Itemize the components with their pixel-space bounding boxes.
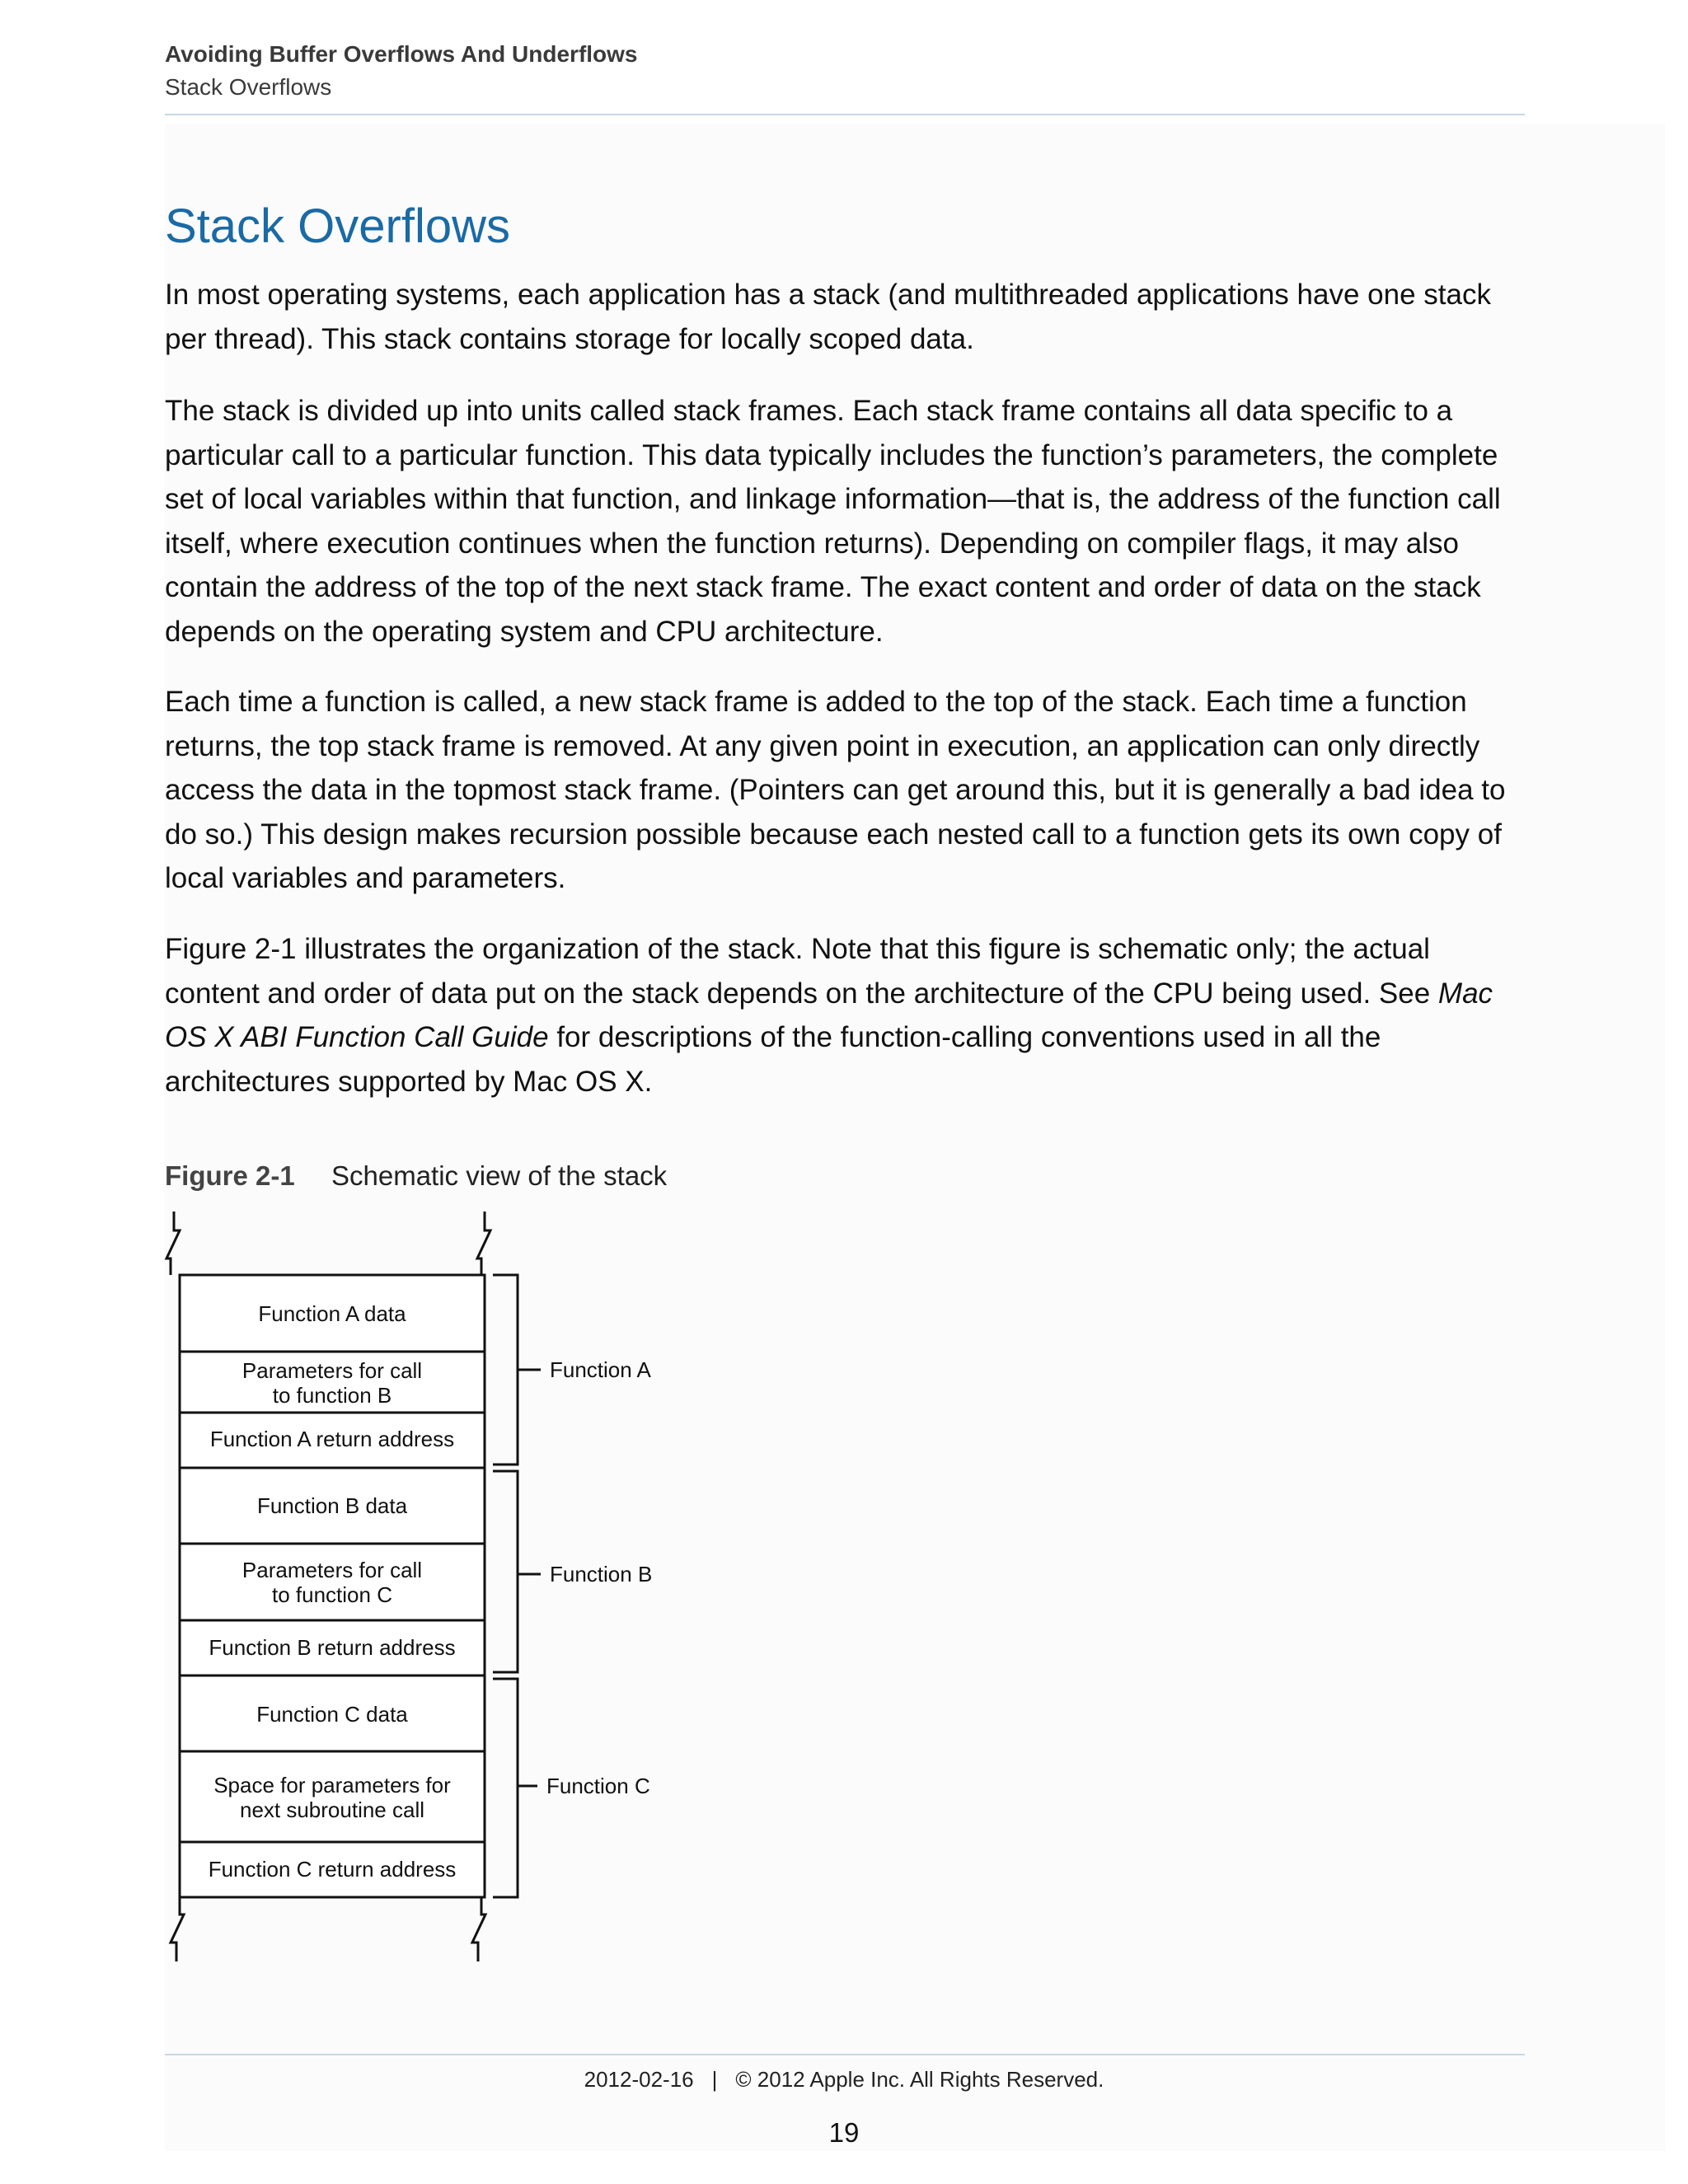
figure-caption (165, 1157, 667, 1195)
bracket-label-function-a: Function A (550, 1357, 651, 1382)
cell-function-c-return: Function C return address (208, 1857, 457, 1882)
bracket-function-a (493, 1275, 518, 1465)
cell-function-c-params-line2: next subroutine call (239, 1797, 425, 1822)
stack-break-top (166, 1212, 490, 1275)
frame-brackets (493, 1275, 541, 1897)
bracket-function-b (493, 1471, 518, 1672)
abi-guide-link[interactable]: Mac OS X ABI Function Call Guide (165, 977, 1493, 1053)
page-title: Stack Overflows (165, 199, 510, 253)
footer-copyright: © 2012 Apple Inc. All Rights Reserved. (735, 2067, 1104, 2092)
cell-function-a-data: Function A data (258, 1301, 406, 1326)
cell-function-a-params-line2: to function B (272, 1383, 392, 1408)
header-divider (165, 114, 1525, 115)
bracket-function-c (493, 1679, 518, 1897)
footer-divider (165, 2054, 1525, 2055)
stack-diagram (157, 1207, 734, 1974)
stack-break-bottom (171, 1897, 485, 1961)
cell-function-b-params-line1: Parameters for call (241, 1558, 423, 1582)
running-header (165, 38, 1525, 104)
cell-function-c-params-line1: Space for parameters for (213, 1773, 451, 1797)
paragraph-4 (165, 927, 1525, 1104)
cell-function-b-params-line2: to function C (272, 1582, 392, 1607)
paragraph-3 (165, 680, 1525, 901)
footer-meta (0, 2064, 1688, 2094)
paragraph-4-tail: for descriptions of the function-calling conventions used in all the architectures supported by Mac OS X. (165, 1021, 1381, 1098)
page-number: 19 (828, 2117, 860, 2148)
paragraph-2 (165, 389, 1525, 654)
figure-number: Figure 2-1 (165, 1160, 295, 1191)
paragraph-4-lead: Figure 2-1 illustrates the organization of the stack. Note that this figure is schematic only; the actual content and order of data put on the stack depends on the architecture of the CPU being used. See (165, 933, 1438, 1010)
cell-function-b-data: Function B data (256, 1493, 408, 1518)
paragraph-2-text: The stack is divided up into units called stack frames. Each stack frame contains all data specific to a particular call to a particular function. This data typically includes the function’s parameters, the complete set of local variables within that function, and linkage information—that is, the address of the function call itself, where execution continues when the function returns). Depending on compiler flags, it may also contain the address of the top of the next stack frame. The exact content and order of data on the stack depends on the operating system and CPU architecture. (165, 395, 1501, 648)
header-chapter-title: Avoiding Buffer Overflows And Underflows (165, 41, 638, 67)
cell-function-b-return: Function B return address (209, 1635, 456, 1660)
cell-function-c-data: Function C data (256, 1702, 408, 1727)
footer-separator: | (711, 2067, 718, 2092)
bracket-label-function-b: Function B (550, 1562, 653, 1586)
paragraph-4-text (165, 927, 1525, 1104)
footer-date: 2012-02-16 (584, 2067, 694, 2092)
paragraph-3-text: Each time a function is called, a new stack frame is added to the top of the stack. Each time a function returns, the top stack frame is removed. At any given point in execution, an application can only directly access the data in the topmost stack frame. (Pointers can get around this, but it is generally a bad idea to do so.) This design makes recursion possible because each nested call to a function gets its own copy of local variables and parameters. (165, 686, 1506, 894)
cell-function-a-params-line1: Parameters for call (241, 1358, 423, 1383)
figure-caption-text: Schematic view of the stack (331, 1160, 668, 1191)
cell-function-a-return: Function A return address (209, 1427, 455, 1451)
header-section-title: Stack Overflows (165, 74, 332, 100)
paragraph-1 (165, 273, 1525, 361)
bracket-label-function-c: Function C (546, 1774, 650, 1798)
paragraph-1-text: In most operating systems, each application has a stack (and multithreaded applications have one stack per thread). This stack contains storage for locally scoped data. (165, 279, 1491, 355)
